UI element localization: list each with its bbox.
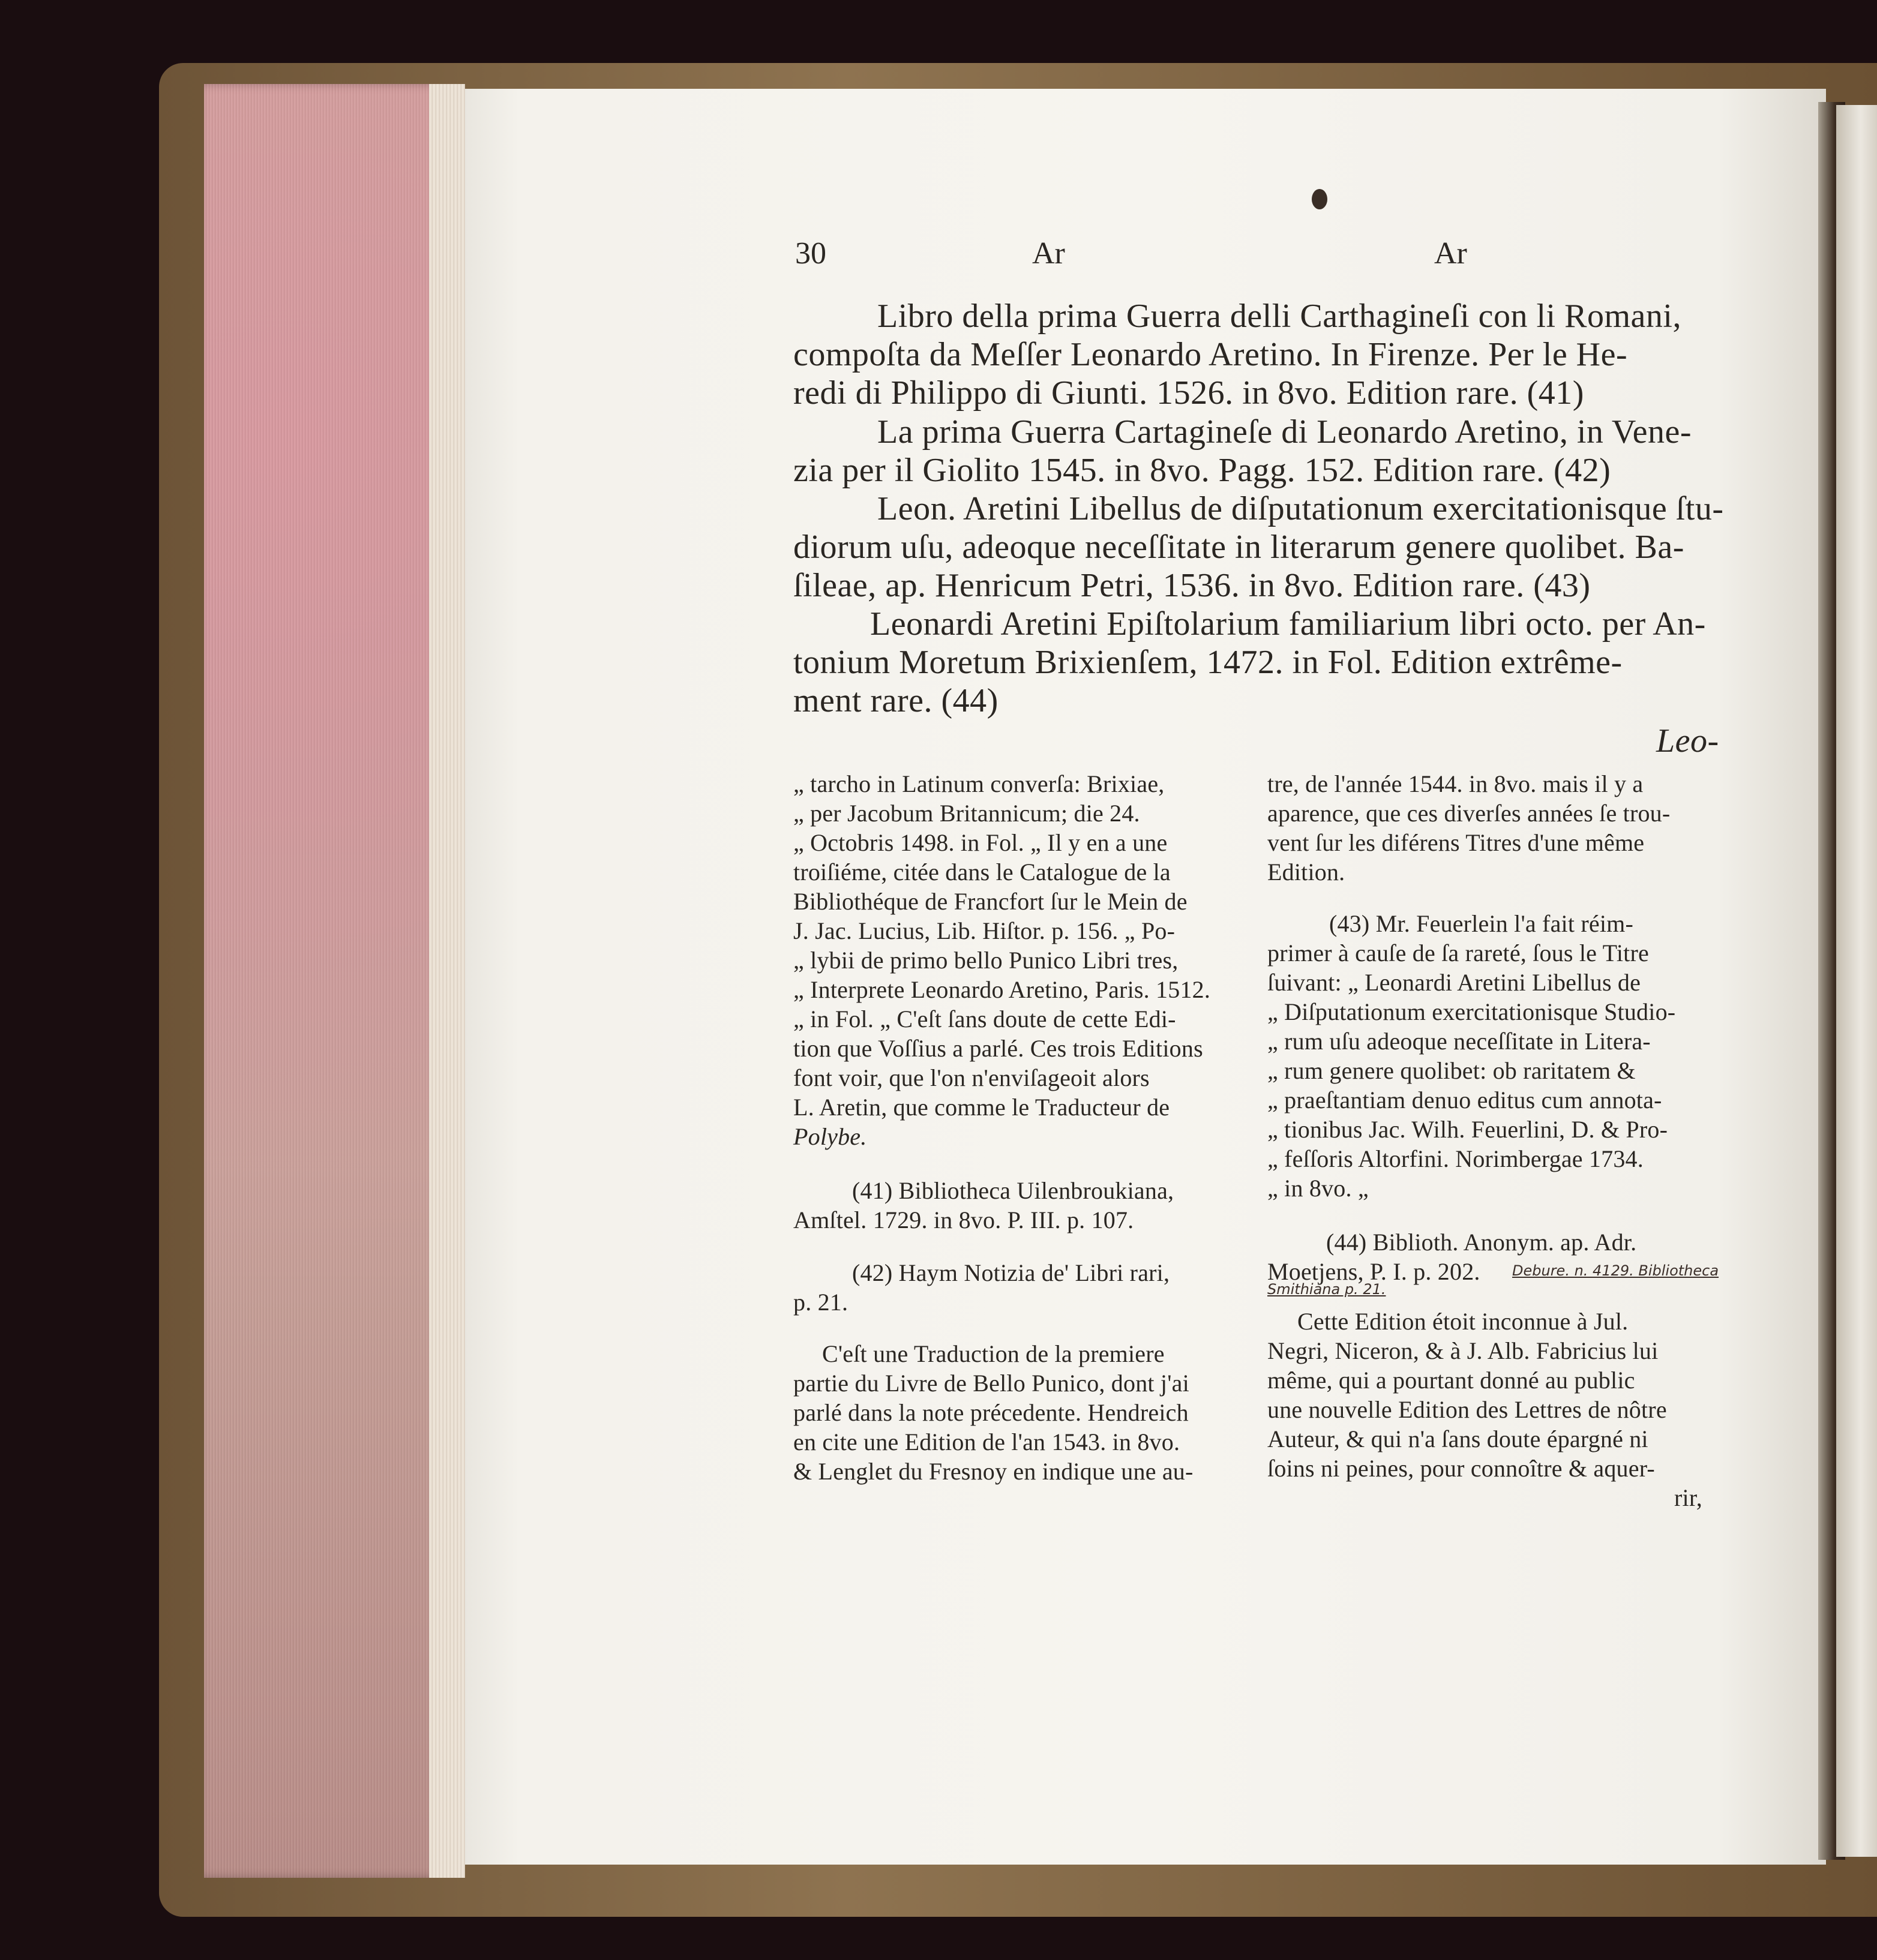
footnote-line: Moetjens, P. I. p. 202. [1267, 1258, 1480, 1285]
footnote-line: „ per Jacobum Britannicum; die 24. [793, 800, 1140, 827]
entry-line: diorum uſu, adeoque neceſſitate in literarum genere quolibet. Ba- [793, 529, 1684, 566]
footnote-line: „ lybii de primo bello Punico Libri tres, [793, 947, 1179, 974]
footnote-line: „ Diſputationum exercitationisque Studio- [1267, 998, 1676, 1025]
footnote-line: ſoins ni peines, pour connoître & aquer- [1267, 1455, 1655, 1482]
footnote-line: Polybe. [793, 1123, 867, 1150]
running-head-left: Ar [1032, 236, 1065, 271]
footnote-line: aparence, que ces diverſes années ſe trou- [1267, 800, 1671, 827]
footnote-line: „ rum uſu adeoque neceſſitate in Litera- [1267, 1028, 1651, 1055]
handwritten-note: Debure. n. 4129. Bibliotheca [1512, 1262, 1719, 1279]
footnote-line: parlé dans la note précedente. Hendreich [793, 1399, 1189, 1426]
entry-line: compoſta da Meſſer Leonardo Aretino. In Firenze. Per le He- [793, 336, 1628, 373]
footnote-line: Cette Edition étoit inconnue à Jul. [1297, 1308, 1629, 1335]
entry-line: tonium Moretum Brixienſem, 1472. in Fol. Edition extrême- [793, 644, 1623, 681]
footnote-line: Negri, Niceron, & à J. Alb. Fabricius lui [1267, 1337, 1659, 1364]
footnote-line: partie du Livre de Bello Punico, dont j'ai [793, 1370, 1189, 1397]
running-head-right: Ar [1434, 236, 1467, 271]
footnote-line: Auteur, & qui n'a ſans doute épargné ni [1267, 1425, 1648, 1452]
footnote-line: vent ſur les diférens Titres d'une même [1267, 829, 1645, 856]
entry-line: La prima Guerra Cartagineſe di Leonardo Aretino, in Vene- [877, 413, 1692, 451]
footnote-line: une nouvelle Edition des Lettres de nôtre [1267, 1396, 1667, 1423]
entry-line: zia per il Giolito 1545. in 8vo. Pagg. 152. Edition rare. (42) [793, 452, 1611, 489]
footnote-line: (41) Bibliotheca Uilenbroukiana, [852, 1177, 1174, 1204]
footnote-line: „ in Fol. „ C'eſt ſans doute de cette Edi- [793, 1005, 1176, 1032]
entry-line: redi di Philippo di Giunti. 1526. in 8vo. Edition rare. (41) [793, 374, 1584, 412]
entry-line: Leonardi Aretini Epiſtolarium familiarium libri octo. per An- [870, 605, 1706, 643]
footnote-line: même, qui a pourtant donné au public [1267, 1367, 1635, 1394]
footnote-line: „ Interprete Leonardo Aretino, Paris. 1512. [793, 976, 1211, 1003]
entry-line: ſileae, ap. Henricum Petri, 1536. in 8vo. Edition rare. (43) [793, 567, 1591, 604]
page-number: 30 [795, 236, 826, 271]
footnote-line: primer à cauſe de ſa rareté, ſous le Titre [1267, 940, 1649, 967]
footnote-line: tion que Voſſius a parlé. Ces trois Editions [793, 1035, 1203, 1062]
footnote-line: en cite une Edition de l'an 1543. in 8vo. [793, 1428, 1180, 1455]
footnote-line: tre, de l'année 1544. in 8vo. mais il y a [1267, 770, 1644, 797]
footnote-line: p. 21. [793, 1289, 848, 1316]
footnote-line: „ Octobris 1498. in Fol. „ Il y en a une [793, 829, 1168, 856]
footnote-line: L. Aretin, que comme le Traducteur de [793, 1094, 1170, 1121]
facing-page-edge [1836, 105, 1877, 1857]
footnote-line: (42) Haym Notizia de' Libri rari, [852, 1259, 1170, 1286]
entry-line: Libro della prima Guerra delli Carthagineſi con li Romani, [877, 298, 1681, 335]
footnote-line: ſuivant: „ Leonardi Aretini Libellus de [1267, 969, 1641, 996]
catchword: Leo- [1656, 722, 1719, 760]
footnote-line: C'eſt une Traduction de la premiere [822, 1340, 1165, 1367]
footnote-line: „ in 8vo. „ [1267, 1175, 1369, 1202]
footnote-line: rir, [1674, 1484, 1702, 1511]
footnote-line: „ feſſoris Altorfini. Norimbergae 1734. [1267, 1145, 1644, 1172]
footnote-line: font voir, que l'on n'enviſageoit alors [793, 1064, 1150, 1091]
footnote-line: Amſtel. 1729. in 8vo. P. III. p. 107. [793, 1206, 1134, 1233]
entry-line: Leon. Aretini Libellus de diſputationum exercitationisque ſtu- [877, 490, 1724, 527]
footnote-line: Edition. [1267, 859, 1345, 886]
footnote-line: troiſiéme, citée dans le Catalogue de la [793, 859, 1171, 886]
footnote-line: Bibliothéque de Francfort ſur le Mein de [793, 888, 1188, 915]
footnote-line: (43) Mr. Feuerlein l'a fait réim- [1329, 910, 1633, 937]
footnote-line: „ tionibus Jac. Wilh. Feuerlini, D. & Pro- [1267, 1116, 1668, 1143]
page-edges [204, 84, 465, 1878]
entry-line: ment rare. (44) [793, 682, 999, 719]
footnote-line: & Lenglet du Fresnoy en indique une au- [793, 1458, 1194, 1485]
handwritten-note: Smithiana p. 21. [1267, 1281, 1386, 1298]
footnote-line: (44) Biblioth. Anonym. ap. Adr. [1326, 1229, 1637, 1256]
footnote-line: „ rum genere quolibet: ob raritatem & [1267, 1057, 1636, 1084]
footnote-line: „ praeſtantiam denuo editus cum annota- [1267, 1086, 1662, 1113]
footnote-line: „ tarcho in Latinum converſa: Brixiae, [793, 770, 1165, 797]
footnote-line: J. Jac. Lucius, Lib. Hiſtor. p. 156. „ Po- [793, 917, 1176, 944]
ink-stain [1312, 189, 1327, 209]
